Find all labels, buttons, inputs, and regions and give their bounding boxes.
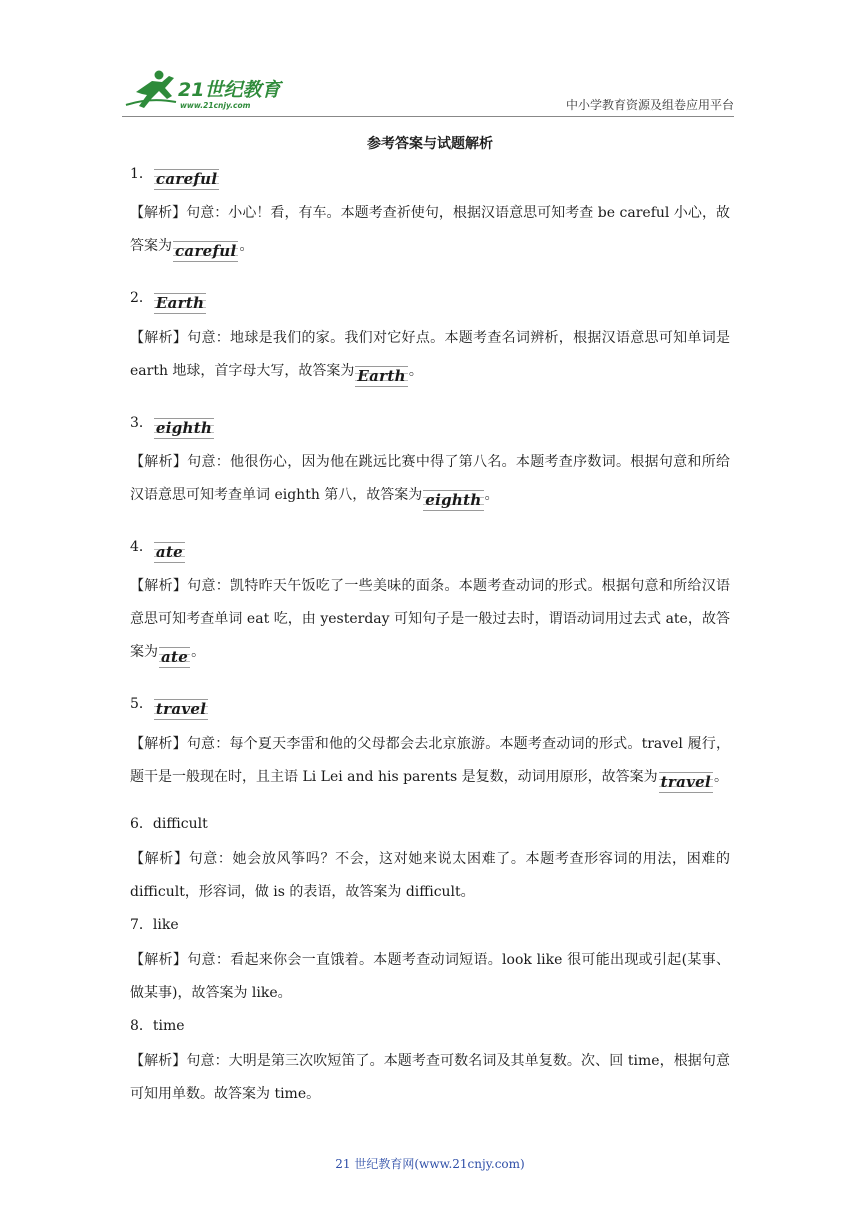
explanation-7: 【解析】句意：看起来你会一直饿着。本题考查动词短语。look like 很可能出现或引起(某事、做某事)，故答案为 like。 (130, 952, 730, 1001)
explanation-4: 【解析】句意：凯特昨天午饭吃了一些美味的面条。本题考查动词的形式。根据句意和所给汉语意思可知考查单词 eat 吃，由 yesterday 可知句子是一般过去时，谓语动词用过去式 ate，故答案为 ate 。 (130, 578, 730, 666)
page-title: 参考答案与试题解析 (367, 136, 493, 152)
handwritten-answer: Earth (155, 294, 205, 312)
explanation-5: 【解析】句意：每个夏天李雷和他的父母都会去北京旅游。本题考查动词的形式。travel 履行，题干是一般现在时，且主语 Li Lei and his parents 是复数，动词用原形，故答案为 travel 。 (130, 736, 730, 791)
answer-text: like (152, 917, 179, 933)
handwritten-answer: eighth (425, 491, 482, 509)
answer-item-3: 3． eighth (130, 415, 213, 437)
header-divider (122, 116, 734, 117)
handwritten-answer: ate (155, 543, 184, 561)
page-header (122, 68, 734, 118)
handwritten-answer: Earth (357, 367, 406, 385)
answer-item-1: 1． careful (130, 166, 218, 188)
answer-item-7: 7．like (130, 917, 179, 933)
handwritten-answer: ate (161, 648, 189, 666)
handwritten-answer: careful (175, 242, 237, 260)
answer-text: difficult (152, 816, 208, 832)
answer-item-6: 6．difficult (130, 816, 208, 832)
logo-21cnjy (122, 68, 292, 114)
explanation-8: 【解析】句意：大明是第三次吹短笛了。本题考查可数名词及其单复数。次、回 time，根据句意可知用单数。故答案为 time。 (130, 1053, 730, 1102)
explanation-1: 【解析】句意：小心！看，有车。本题考查祈使句，根据汉语意思可知考查 be careful 小心，故答案为 careful 。 (130, 205, 730, 260)
handwritten-answer: eighth (155, 419, 213, 437)
handwritten-answer: travel (660, 773, 711, 791)
answer-item-2: 2． Earth (130, 290, 205, 312)
answer-item-5: 5． travel (130, 696, 207, 718)
logo-url: www.21cnjy.com (180, 101, 251, 110)
answer-item-8: 8．time (130, 1018, 185, 1034)
logo-text: 21世纪教育 (178, 79, 281, 101)
page-footer: 21 世纪教育网(www.21cnjy.com) (335, 1157, 525, 1171)
handwritten-answer: travel (155, 700, 207, 718)
handwritten-answer: careful (155, 170, 218, 188)
answer-item-4: 4． ate (130, 539, 184, 561)
explanation-2: 【解析】句意：地球是我们的家。我们对它好点。本题考查名词辨析，根据汉语意思可知单词是 earth 地球，首字母大写，故答案为 Earth 。 (130, 330, 730, 385)
platform-tagline: 中小学教育资源及组卷应用平台 (565, 98, 734, 112)
answer-text: time (152, 1018, 185, 1034)
explanation-3: 【解析】句意：他很伤心，因为他在跳远比赛中得了第八名。本题考查序数词。根据句意和所给汉语意思可知考查单词 eighth 第八，故答案为 eighth 。 (130, 454, 730, 509)
explanation-6: 【解析】句意：她会放风筝吗？不会，这对她来说太困难了。本题考查形容词的用法，困难的 difficult，形容词，做 is 的表语，故答案为 difficult。 (130, 851, 730, 900)
